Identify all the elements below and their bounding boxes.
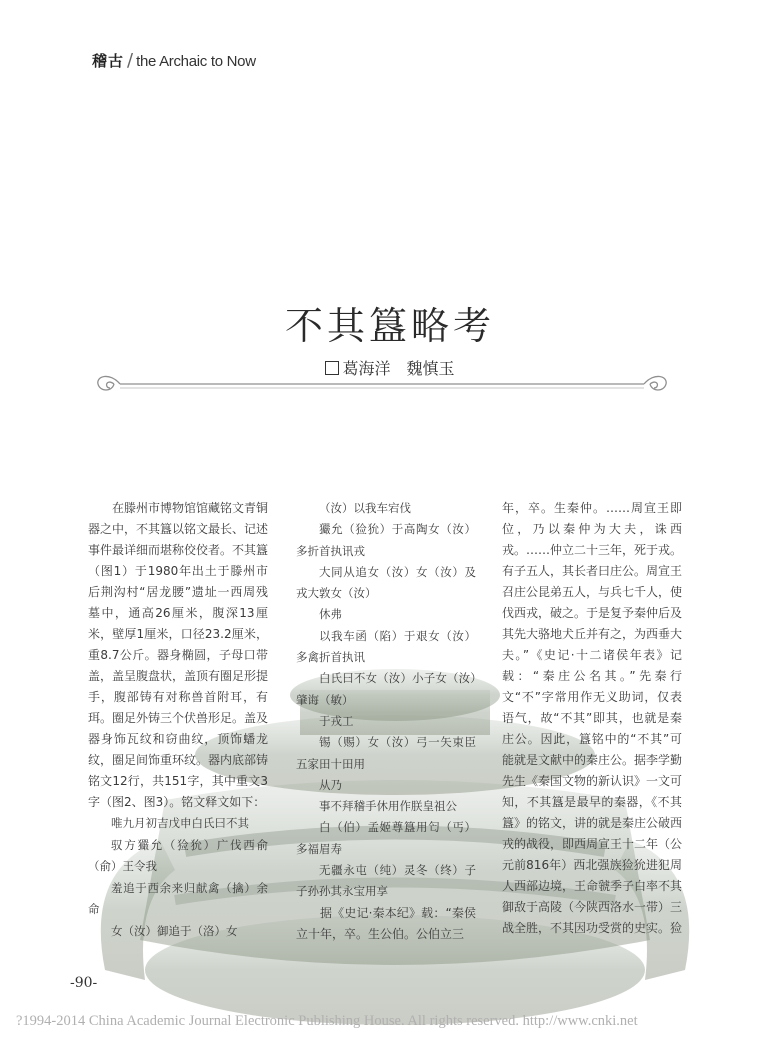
inscription-line: 羞追于西余来归献禽（擒）余命 <box>88 880 268 916</box>
text-column-2 <box>296 498 476 945</box>
column-name-cn: 稽古 <box>92 52 125 70</box>
column-name-en: the Archaic to Now <box>136 53 256 70</box>
inscription-line: 白氏曰不女（汝）小子女（汝）肇诲（敏） <box>296 671 476 707</box>
inscription-line: （汝）以我车宕伐 <box>319 501 411 515</box>
inscription-line: 大同从追女（汝）女（汝）及戎大敦女（汝） <box>296 564 476 601</box>
inscription-line: 锡（赐）女（汝）弓一矢束臣五家田十田用 <box>296 735 476 771</box>
inscription-line: 休弗 <box>319 607 342 622</box>
inscription-line: 玁允（猃狁）于高陶女（汝）多折首执讯戎 <box>296 522 476 558</box>
header-separator: / <box>127 50 134 71</box>
column-header <box>92 50 256 71</box>
page-number: -90- <box>70 975 98 991</box>
inscription-line: 唯九月初吉戊申白氏曰不其 <box>111 816 249 830</box>
inscription-line: 事不拜稽手休用作朕皇祖公 <box>319 799 457 814</box>
copyright-footer: ?1994-2014 China Academic Journal Electronic Publishing House. All rights reserved. http://www.cnki.net <box>16 1013 638 1029</box>
title-ornament-divider <box>92 364 672 394</box>
inscription-line: 以我车函（陷）于艰女（汝）多禽折首执讯 <box>296 628 476 665</box>
paragraph-intro: 在滕州市博物馆馆藏铭文青铜器之中，不其簋以铭文最长、记述事件最详细而堪称佼佼者。不其簋（图1）于1980年出土于滕州市后荆沟村“居龙腰”遗址一西周残墓中，通高26厘米，腹深13厘米，壁厚1厘米，口径23.2厘米，重8.7公斤。器身椭圆，子母口带盖，盖呈腹盘状，盖顶有圈足形提手，腹部铸有对称兽首附耳，有珥。圈足外铸三个伏兽形足。盖及器身饰瓦纹和窃曲纹，顶饰蟠龙纹，圈足间饰重环纹。器内底部铸铭文12行，共151字，其中重文3字（图2、图3）。铭文释文如下： <box>88 501 269 809</box>
inscription-line: 驭方玁允（猃狁）广伐西俞（俞）王令我 <box>88 837 268 873</box>
paragraph-continuation: 年，卒。生秦仲。……周宣王即位，乃以秦仲为大夫，诛西戎。……仲立二十三年，死于戎。有子五人，其长者曰庄公。周宣王召庄公昆弟五人，与兵七千人，使伐西戎，破之。于是复予秦仲后及其先大骆地犬丘并有之，为西垂大夫。”《史记·十二诸侯年表》记载：“秦庄公名其。”先秦行文“不”字常用作无义助词，仅表语气，故“不其”即其，也就是秦庄公。因此，簋铭中的“不其”可能就是文献中的秦庄公。据李学勤先生《秦国文物的新认识》一文可知，不其簋是最早的秦器，《不其簋》的铭文，讲的就是秦庄公破西戎的战役，即西周宣王十二年（公元前816年）西北强族猃狁进犯周人西部边境，王命虢季子白率不其御敌于高陵（今陕西洛水一带）三战全胜，不其因功受赏的史实。猃 <box>502 501 683 935</box>
text-column-3 <box>502 498 682 939</box>
inscription-line: 无疆永屯（纯）灵冬（终）子子孙孙其永宝用享 <box>296 863 476 899</box>
inscription-line: 于戎工 <box>319 713 354 728</box>
paragraph-shiji: 据《史记·秦本纪》载：“秦侯立十年，卒。生公伯。公伯立三 <box>296 905 476 941</box>
inscription-line: 白（伯）孟姬尊簋用匄（丐）多福眉寿 <box>296 820 476 856</box>
text-column-1 <box>88 498 268 942</box>
inscription-line: 女（汝）御追于（洛）女 <box>111 923 238 938</box>
inscription-line: 从乃 <box>319 777 342 792</box>
article-title: 不其簋略考 <box>284 304 495 348</box>
author-names: 葛海洋 魏慎玉 <box>342 359 455 378</box>
